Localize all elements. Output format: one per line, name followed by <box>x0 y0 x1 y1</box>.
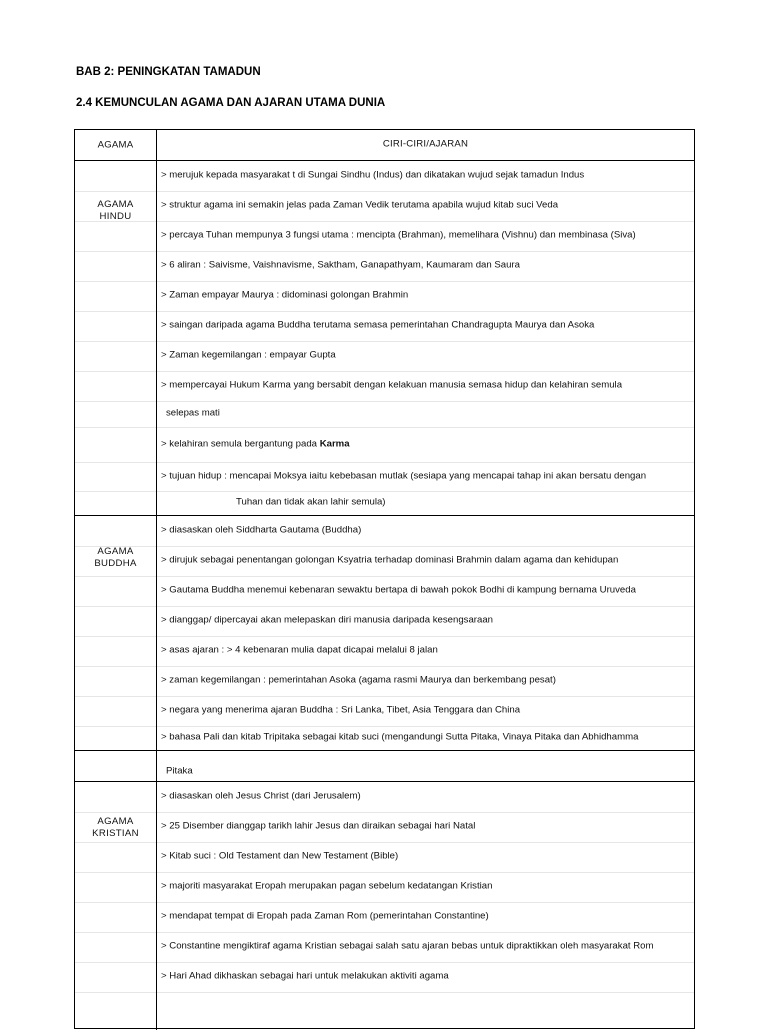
table-row: > majoriti masyarakat Eropah merupakan pagan sebelum kedatangan Kristian <box>75 872 694 902</box>
table-row: > struktur agama ini semakin jelas pada Zaman Vedik terutama apabila wujud kitab suci Veda <box>75 191 694 221</box>
table-row: > diasaskan oleh Siddharta Gautama (Buddha) <box>75 516 694 546</box>
table-row: > tujuan hidup : mencapai Moksya iaitu kebebasan mutlak (sesiapa yang mencapai tahap ini akan bersatu dengan <box>75 462 694 491</box>
table-row: > Gautama Buddha menemui kebenaran sewaktu bertapa di bawah pokok Bodhi di kampung bernama Uruveda <box>75 576 694 606</box>
religion-table <box>74 129 695 1029</box>
table-row: > dianggap/ dipercayai akan melepaskan diri manusia daripada kesengsaraan <box>75 606 694 636</box>
table-row: > saingan daripada agama Buddha terutama semasa pemerintahan Chandragupta Maurya dan Asoka <box>75 311 694 341</box>
table-row: > zaman kegemilangan : pemerintahan Asoka (agama rasmi Maurya dan berkembang pesat) <box>75 666 694 696</box>
table-row: > Kitab suci : Old Testament dan New Testament (Bible) <box>75 842 694 872</box>
bold-karma: Karma <box>319 438 350 450</box>
table-row: > kelahiran semula bergantung pada Karma <box>75 427 694 462</box>
chapter-title: BAB 2: PENINGKATAN TAMADUN <box>76 66 261 78</box>
religion-label-hindu: AGAMA HINDU <box>97 199 134 222</box>
table-row: Tuhan dan tidak akan lahir semula) <box>75 491 694 516</box>
table-row: > merujuk kepada masyarakat t di Sungai Sindhu (Indus) dan dikatakan wujud sejak tamadun Indus <box>75 161 694 191</box>
table-row: > diasaskan oleh Jesus Christ (dari Jerusalem) <box>75 782 694 812</box>
table-row: > negara yang menerima ajaran Buddha : Sri Lanka, Tibet, Asia Tenggara dan China <box>75 696 694 726</box>
table-row: > mendapat tempat di Eropah pada Zaman Rom (pemerintahan Constantine) <box>75 902 694 932</box>
table-header-row <box>75 130 694 161</box>
table-row: > Constantine mengiktiraf agama Kristian sebagai salah satu ajaran bebas untuk dipraktikkan oleh masyarakat Rom <box>75 932 694 962</box>
religion-label-buddha: AGAMA BUDDHA <box>94 546 137 569</box>
table-row: Pitaka <box>75 751 694 782</box>
table-row: > bahasa Pali dan kitab Tripitaka sebagai kitab suci (mengandungi Sutta Pitaka, Vinaya Pitaka dan Abhidhamma <box>75 726 694 751</box>
header-agama: AGAMA <box>97 139 134 151</box>
table-row: > Hari Ahad dikhaskan sebagai hari untuk melakukan aktiviti agama <box>75 962 694 992</box>
table-row: selepas mati <box>75 401 694 427</box>
header-ciri: CIRI-CIRI/AJARAN <box>382 138 469 150</box>
table-row: > mempercayai Hukum Karma yang bersabit dengan kelakuan manusia semasa hidup dan kelahiran semula <box>75 371 694 401</box>
table-row: > 25 Disember dianggap tarikh lahir Jesus dan diraikan sebagai hari Natal <box>75 812 694 842</box>
table-row: > Zaman kegemilangan : empayar Gupta <box>75 341 694 371</box>
section-title: 2.4 KEMUNCULAN AGAMA DAN AJARAN UTAMA DUNIA <box>76 97 386 109</box>
religion-label-kristian: AGAMA KRISTIAN <box>92 816 139 839</box>
table-row: > percaya Tuhan mempunya 3 fungsi utama : mencipta (Brahman), memelihara (Vishnu) dan membinasa (Siva) <box>75 221 694 251</box>
table-row: > dirujuk sebagai penentangan golongan Ksyatria terhadap dominasi Brahmin dalam agama dan kehidupan <box>75 546 694 576</box>
table-row: > 6 aliran : Saivisme, Vaishnavisme, Saktham, Ganapathyam, Kaumaram dan Saura <box>75 251 694 281</box>
table-row: > asas ajaran : > 4 kebenaran mulia dapat dicapai melalui 8 jalan <box>75 636 694 666</box>
table-row: > Zaman empayar Maurya : didominasi golongan Brahmin <box>75 281 694 311</box>
